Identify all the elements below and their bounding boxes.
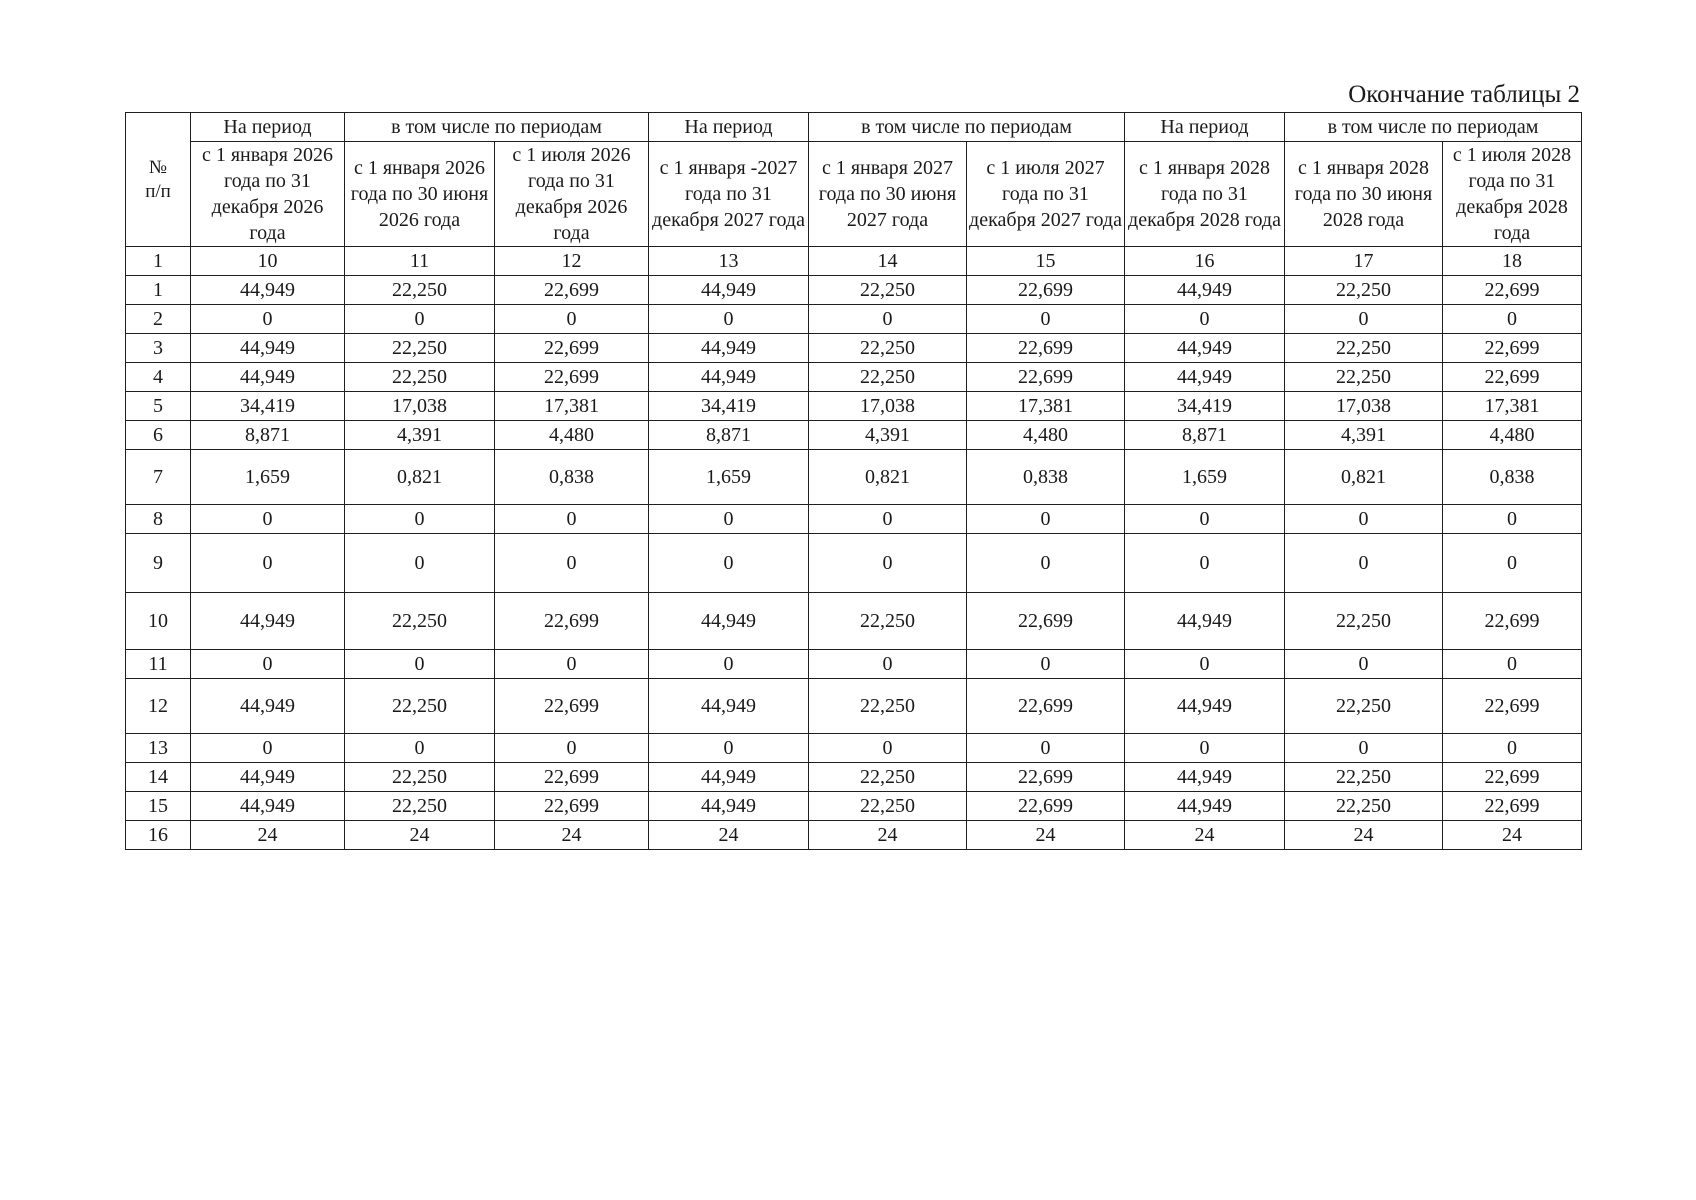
table-cell: 1,659 [191, 450, 345, 505]
table-cell: 22,250 [1285, 792, 1443, 821]
period-header: с 1 июля 2028 года по 31 декабря 2028 года [1443, 142, 1582, 247]
table-cell: 44,949 [191, 792, 345, 821]
table-cell: 44,949 [1125, 593, 1285, 650]
table-cell: 22,250 [809, 334, 967, 363]
table-cell: 34,419 [649, 392, 809, 421]
table-cell: 0,821 [345, 450, 495, 505]
table-row [126, 650, 1582, 679]
table-cell: 17,038 [809, 392, 967, 421]
table-cell: 22,250 [345, 334, 495, 363]
table-cell: 22,250 [809, 593, 967, 650]
table-cell: 24 [495, 821, 649, 850]
table-cell: 22,250 [1285, 276, 1443, 305]
period-header: с 1 января 2026 года по 30 июня 2026 года [345, 142, 495, 247]
table-cell: 4,391 [345, 421, 495, 450]
table-cell: 0 [345, 534, 495, 593]
row-number: 8 [126, 505, 191, 534]
table-row [126, 763, 1582, 792]
table-cell: 22,699 [967, 792, 1125, 821]
row-number: 1 [126, 276, 191, 305]
period-header: с 1 января 2028 года по 30 июня 2028 года [1285, 142, 1443, 247]
table-row [126, 305, 1582, 334]
data-table [125, 112, 1582, 850]
table-cell: 0 [345, 505, 495, 534]
table-cell: 22,250 [809, 763, 967, 792]
table-row [126, 505, 1582, 534]
table-cell: 44,949 [649, 593, 809, 650]
table-cell: 17,381 [495, 392, 649, 421]
table-cell: 0 [967, 305, 1125, 334]
table-cell: 22,250 [345, 763, 495, 792]
table-body [126, 276, 1582, 850]
table-row [126, 392, 1582, 421]
row-number: 9 [126, 534, 191, 593]
row-number: 16 [126, 821, 191, 850]
table-cell: 0,821 [1285, 450, 1443, 505]
table-cell: 0 [649, 734, 809, 763]
table-cell: 44,949 [1125, 334, 1285, 363]
table-cell: 17,381 [967, 392, 1125, 421]
table-row [126, 363, 1582, 392]
table-cell: 44,949 [1125, 363, 1285, 392]
table-cell: 0 [495, 505, 649, 534]
period-top-2028: На период [1125, 113, 1285, 142]
row-number: 6 [126, 421, 191, 450]
table-cell: 1,659 [1125, 450, 1285, 505]
table-cell: 0 [1125, 305, 1285, 334]
column-index: 12 [495, 247, 649, 276]
table-cell: 0 [1443, 534, 1582, 593]
group-header-2026: в том числе по периодам [345, 113, 649, 142]
table-cell: 22,699 [967, 276, 1125, 305]
table-cell: 22,250 [809, 276, 967, 305]
header-row-top [126, 113, 1582, 142]
table-cell: 44,949 [191, 276, 345, 305]
period-header: с 1 января 2027 года по 30 июня 2027 года [809, 142, 967, 247]
row-number: 13 [126, 734, 191, 763]
table-cell: 22,250 [809, 792, 967, 821]
table-cell: 24 [967, 821, 1125, 850]
table-cell: 44,949 [191, 363, 345, 392]
table-cell: 22,699 [1443, 363, 1582, 392]
header-row-periods [126, 142, 1582, 247]
table-cell: 17,038 [1285, 392, 1443, 421]
table-cell: 0 [967, 650, 1125, 679]
table-cell: 22,699 [1443, 679, 1582, 734]
column-index: 13 [649, 247, 809, 276]
table-cell: 0 [649, 505, 809, 534]
period-top-2027: На период [649, 113, 809, 142]
row-number: 12 [126, 679, 191, 734]
table-cell: 44,949 [1125, 792, 1285, 821]
period-header: с 1 января 2028 года по 31 декабря 2028 года [1125, 142, 1285, 247]
row-number: 7 [126, 450, 191, 505]
table-cell: 22,699 [1443, 276, 1582, 305]
period-header: с 1 июля 2027 года по 31 декабря 2027 года [967, 142, 1125, 247]
table-cell: 22,250 [345, 792, 495, 821]
column-index: 15 [967, 247, 1125, 276]
table-cell: 8,871 [191, 421, 345, 450]
table-cell: 44,949 [649, 763, 809, 792]
table-cell: 0 [809, 534, 967, 593]
row-number: 3 [126, 334, 191, 363]
table-cell: 24 [191, 821, 345, 850]
table-cell: 8,871 [1125, 421, 1285, 450]
table-cell: 24 [649, 821, 809, 850]
table-cell: 22,699 [495, 593, 649, 650]
table-cell: 24 [1125, 821, 1285, 850]
table-row [126, 276, 1582, 305]
column-index: 17 [1285, 247, 1443, 276]
table-cell: 44,949 [191, 334, 345, 363]
table-cell: 0 [1285, 534, 1443, 593]
table-cell: 4,480 [495, 421, 649, 450]
table-cell: 0 [495, 305, 649, 334]
table-cell: 0 [1285, 505, 1443, 534]
table-cell: 22,250 [1285, 679, 1443, 734]
table-cell: 22,699 [967, 763, 1125, 792]
table-cell: 0 [809, 505, 967, 534]
num-header [126, 113, 191, 247]
table-cell: 0 [1285, 305, 1443, 334]
table-row [126, 450, 1582, 505]
table-cell: 44,949 [1125, 763, 1285, 792]
table-row [126, 679, 1582, 734]
table-cell: 22,250 [1285, 334, 1443, 363]
table-row [126, 334, 1582, 363]
table-cell: 22,699 [1443, 792, 1582, 821]
row-number: 15 [126, 792, 191, 821]
table-cell: 34,419 [1125, 392, 1285, 421]
table-cell: 44,949 [191, 763, 345, 792]
row-number: 4 [126, 363, 191, 392]
table-cell: 0 [1125, 734, 1285, 763]
table-cell: 44,949 [649, 334, 809, 363]
table-cell: 22,699 [967, 363, 1125, 392]
table-cell: 0 [191, 505, 345, 534]
table-cell: 0 [809, 305, 967, 334]
table-cell: 0 [967, 534, 1125, 593]
table-cell: 0 [809, 734, 967, 763]
table-cell: 0 [1285, 650, 1443, 679]
table-cell: 0 [495, 650, 649, 679]
table-cell: 1,659 [649, 450, 809, 505]
table-row [126, 821, 1582, 850]
table-cell: 0 [1443, 734, 1582, 763]
table-cell: 22,699 [495, 679, 649, 734]
table-row [126, 534, 1582, 593]
table-cell: 22,699 [1443, 593, 1582, 650]
table-cell: 17,381 [1443, 392, 1582, 421]
column-index: 11 [345, 247, 495, 276]
table-cell: 0 [1443, 305, 1582, 334]
table-cell: 34,419 [191, 392, 345, 421]
table-cell: 22,250 [345, 593, 495, 650]
table-cell: 0,838 [1443, 450, 1582, 505]
table-row [126, 593, 1582, 650]
table-cell: 0,838 [495, 450, 649, 505]
column-index: 14 [809, 247, 967, 276]
row-number: 11 [126, 650, 191, 679]
table-cell: 22,250 [1285, 363, 1443, 392]
row-number: 10 [126, 593, 191, 650]
table-cell: 4,391 [809, 421, 967, 450]
table-cell: 0 [649, 534, 809, 593]
table-cell: 44,949 [649, 792, 809, 821]
table-cell: 0 [967, 505, 1125, 534]
period-top-2026: На период [191, 113, 345, 142]
table-cell: 0 [967, 734, 1125, 763]
table-cell: 44,949 [649, 363, 809, 392]
table-cell: 44,949 [1125, 276, 1285, 305]
table-cell: 22,699 [1443, 763, 1582, 792]
table-cell: 22,699 [495, 363, 649, 392]
group-header-2027: в том числе по периодам [809, 113, 1125, 142]
table-cell: 22,699 [495, 763, 649, 792]
table-cell: 22,699 [495, 276, 649, 305]
table-cell: 44,949 [191, 679, 345, 734]
num-header-symbol: № [148, 156, 168, 178]
table-cell: 0 [649, 305, 809, 334]
table-cell: 22,699 [495, 792, 649, 821]
table-cell: 24 [1443, 821, 1582, 850]
table-cell: 22,250 [345, 276, 495, 305]
table-cell: 4,391 [1285, 421, 1443, 450]
table-cell: 0 [191, 734, 345, 763]
group-header-2028: в том числе по периодам [1285, 113, 1582, 142]
table-cell: 4,480 [1443, 421, 1582, 450]
table-cell: 44,949 [649, 276, 809, 305]
table-cell: 0,821 [809, 450, 967, 505]
table-cell: 0 [345, 650, 495, 679]
table-cell: 0 [495, 534, 649, 593]
column-index: 10 [191, 247, 345, 276]
table-cell: 0 [345, 734, 495, 763]
column-index: 18 [1443, 247, 1582, 276]
table-cell: 0,838 [967, 450, 1125, 505]
table-cell: 0 [191, 650, 345, 679]
table-cell: 22,250 [1285, 593, 1443, 650]
table-cell: 44,949 [191, 593, 345, 650]
table-row [126, 734, 1582, 763]
table-cell: 24 [345, 821, 495, 850]
period-header: с 1 января 2026 года по 31 декабря 2026 года [191, 142, 345, 247]
table-cell: 22,699 [1443, 334, 1582, 363]
table-cell: 0 [1125, 534, 1285, 593]
row-number: 2 [126, 305, 191, 334]
table-cell: 44,949 [649, 679, 809, 734]
table-cell: 0 [809, 650, 967, 679]
table-cell: 22,699 [967, 593, 1125, 650]
table-cell: 24 [809, 821, 967, 850]
table-cell: 22,250 [809, 363, 967, 392]
table-cell: 22,250 [345, 363, 495, 392]
table-cell: 22,250 [809, 679, 967, 734]
table-cell: 17,038 [345, 392, 495, 421]
table-cell: 0 [191, 534, 345, 593]
table-cell: 24 [1285, 821, 1443, 850]
num-header-abbr: п/п [145, 180, 171, 202]
period-header: с 1 января -2027 года по 31 декабря 2027 года [649, 142, 809, 247]
table-cell: 0 [1443, 505, 1582, 534]
table-row [126, 792, 1582, 821]
table-cell: 22,699 [967, 679, 1125, 734]
table-cell: 22,250 [1285, 763, 1443, 792]
table-cell: 22,699 [967, 334, 1125, 363]
column-index: 1 [126, 247, 191, 276]
table-cell: 22,250 [345, 679, 495, 734]
column-index: 16 [1125, 247, 1285, 276]
table-caption: Окончание таблицы 2 [1348, 81, 1580, 108]
table-cell: 4,480 [967, 421, 1125, 450]
table-cell: 0 [1443, 650, 1582, 679]
table-cell: 22,699 [495, 334, 649, 363]
column-index-row [126, 247, 1582, 276]
row-number: 14 [126, 763, 191, 792]
table-cell: 8,871 [649, 421, 809, 450]
table-row [126, 421, 1582, 450]
table-cell: 0 [191, 305, 345, 334]
period-header: с 1 июля 2026 года по 31 декабря 2026 года [495, 142, 649, 247]
table-cell: 0 [345, 305, 495, 334]
table-cell: 0 [1285, 734, 1443, 763]
table-cell: 0 [1125, 650, 1285, 679]
row-number: 5 [126, 392, 191, 421]
table-cell: 0 [1125, 505, 1285, 534]
table-cell: 44,949 [1125, 679, 1285, 734]
table-cell: 0 [649, 650, 809, 679]
table-cell: 0 [495, 734, 649, 763]
